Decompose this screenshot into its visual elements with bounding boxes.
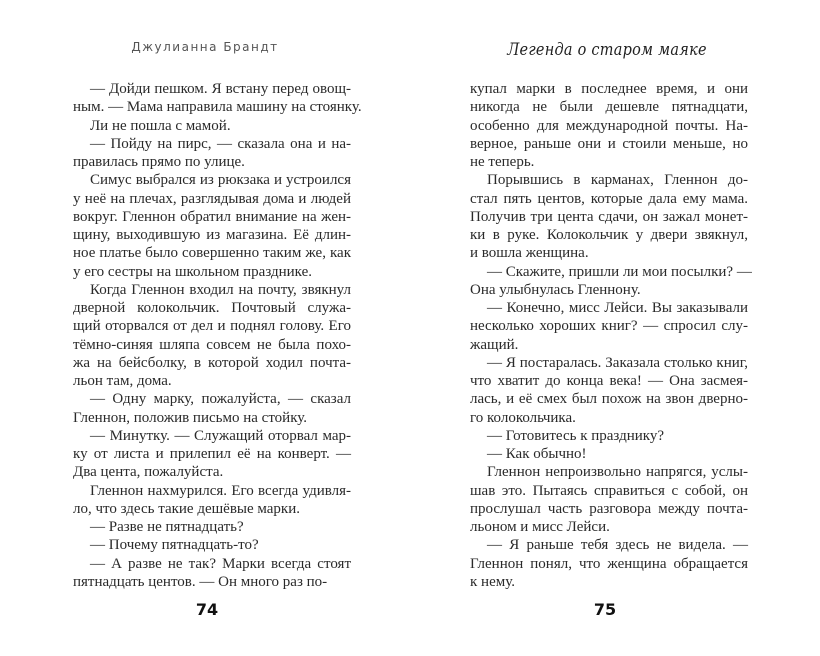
paragraph bbox=[470, 463, 748, 536]
text-line: Гленнон, положив письмо на стойку. bbox=[73, 409, 308, 426]
text-line: жащий. bbox=[470, 336, 519, 353]
paragraph bbox=[73, 427, 351, 482]
paragraph bbox=[470, 171, 748, 262]
paragraph bbox=[73, 555, 351, 592]
paragraph bbox=[470, 536, 748, 591]
text-line: Гленнон непроизвольно напрягся, услы- bbox=[487, 464, 748, 481]
text-line: стал пять центов, которые дала ему мама. bbox=[470, 190, 748, 207]
text-line: у неё на плечах, разглядывая дома и людей bbox=[73, 190, 351, 207]
text-line: никогда не были дешевле пятнадцати, bbox=[470, 99, 748, 116]
text-line: тёмно-синяя шляпа совсем не была похо- bbox=[73, 336, 351, 353]
text-line: — А разве не так? Марки всегда стоят bbox=[90, 555, 351, 572]
text-line: к нему. bbox=[470, 573, 515, 590]
paragraph bbox=[470, 445, 748, 463]
text-line: — Разве не пятнадцать? bbox=[90, 519, 244, 535]
right-page bbox=[410, 0, 820, 656]
paragraph bbox=[73, 390, 351, 427]
text-line: лась, и её смех был похож на звон дверно- bbox=[470, 391, 748, 408]
page-body-text bbox=[73, 80, 362, 591]
text-line: купал марки в последнее время, и они bbox=[470, 81, 748, 97]
paragraph bbox=[73, 281, 351, 391]
paragraph bbox=[73, 482, 351, 519]
text-line: — Готовитесь к празднику? bbox=[487, 427, 665, 444]
text-line: не теперь. bbox=[470, 154, 535, 170]
running-header-author: Джулианна Брандт bbox=[131, 40, 279, 54]
text-line: Гленнон нахмурился. Его всегда удивля- bbox=[90, 482, 351, 499]
text-line: — Я постаралась. Заказала столько книг, bbox=[487, 354, 748, 371]
text-line: — Как обычно! bbox=[487, 446, 587, 462]
text-line: Симус выбрался из рюкзака и устроился bbox=[90, 172, 351, 189]
paragraph bbox=[73, 117, 351, 135]
text-line: у его сестры на школьном празднике. bbox=[73, 263, 313, 280]
paragraph bbox=[73, 536, 351, 554]
text-line: льон там, дома. bbox=[73, 373, 172, 389]
text-line: Когда Гленнон входил на почту, звякнул bbox=[90, 281, 351, 298]
text-line: — Пойду на пирс, — сказала она и на- bbox=[90, 135, 351, 152]
text-line: — Минутку. — Служащий оторвал мар- bbox=[90, 427, 351, 444]
text-line: дверной колокольчик. Почтовый служа- bbox=[73, 300, 351, 316]
text-line: — Скажите, пришли ли мои посылки? — bbox=[487, 263, 752, 280]
text-line: и вошла женщина. bbox=[470, 245, 589, 262]
text-line: льоном и мисс Лейси. bbox=[470, 519, 610, 535]
paragraph bbox=[470, 299, 748, 354]
paragraph bbox=[73, 80, 362, 117]
page-body-text bbox=[470, 80, 752, 591]
text-line: — Я раньше тебя здесь не видела. — bbox=[487, 537, 748, 554]
text-line: — Одну марку, пожалуйста, — сказал bbox=[90, 391, 351, 408]
text-line: правилась прямо по улице. bbox=[73, 154, 245, 170]
text-line: щину, выходившую из магазина. Её длин- bbox=[73, 227, 351, 243]
text-line: го колокольчика. bbox=[470, 409, 576, 426]
text-line: верное, раньше они и стоили меньше, но bbox=[470, 135, 748, 152]
paragraph bbox=[73, 135, 351, 172]
text-line: Гленнон понял, что женщина обращается bbox=[470, 555, 748, 572]
paragraph bbox=[470, 263, 752, 300]
text-line: — Дойди пешком. Я встану перед овощ- bbox=[90, 81, 351, 97]
text-line: ло, что здесь такие дешёвые марки. bbox=[73, 500, 300, 517]
text-line: особенно для международной почты. На- bbox=[470, 117, 748, 134]
paragraph bbox=[470, 80, 748, 171]
text-line: Она улыбнулась Гленнону. bbox=[470, 281, 641, 298]
paragraph bbox=[73, 518, 351, 536]
text-line: ки в руке. Колокольчик у двери звякнул, bbox=[470, 227, 748, 243]
text-line: щий оторвался от дел и поднял голову. Его bbox=[73, 318, 351, 335]
page-number: 75 bbox=[593, 600, 617, 619]
text-line: — Конечно, мисс Лейси. Вы заказывали bbox=[487, 300, 748, 316]
text-line: жа на бейсболку, в которой ходил почта- bbox=[73, 354, 351, 371]
paragraph bbox=[470, 427, 748, 445]
text-line: Ли не пошла с мамой. bbox=[90, 117, 231, 134]
text-line: прослушал часть разговора между почта- bbox=[470, 500, 748, 517]
text-line: ку от листа и прилепил её на конверт. — bbox=[73, 446, 351, 462]
paragraph bbox=[73, 171, 351, 281]
text-line: несколько хороших книг? — спросил слу- bbox=[470, 318, 748, 335]
text-line: Порывшись в карманах, Гленнон до- bbox=[487, 172, 748, 189]
text-line: что хватит до конца века! — Она засмея- bbox=[470, 373, 748, 389]
text-line: вокруг. Гленнон обратил внимание на жен- bbox=[73, 208, 351, 225]
paragraph bbox=[470, 354, 748, 427]
text-line: ным. — Мама направила машину на стоянку. bbox=[73, 99, 362, 116]
text-line: Получив три цента сдачи, он зажал монет- bbox=[470, 208, 748, 225]
running-header-title: Легенда о старом маяке bbox=[507, 40, 707, 60]
text-line: пятнадцать центов. — Он много раз по- bbox=[73, 573, 328, 590]
text-line: шав это. Пытаясь справиться с собой, он bbox=[470, 482, 748, 499]
text-line: ное платье было совершенно таким же, как bbox=[73, 245, 351, 262]
page-number: 74 bbox=[195, 600, 219, 619]
text-line: Два цента, пожалуйста. bbox=[73, 464, 224, 481]
text-line: — Почему пятнадцать-то? bbox=[90, 537, 259, 554]
